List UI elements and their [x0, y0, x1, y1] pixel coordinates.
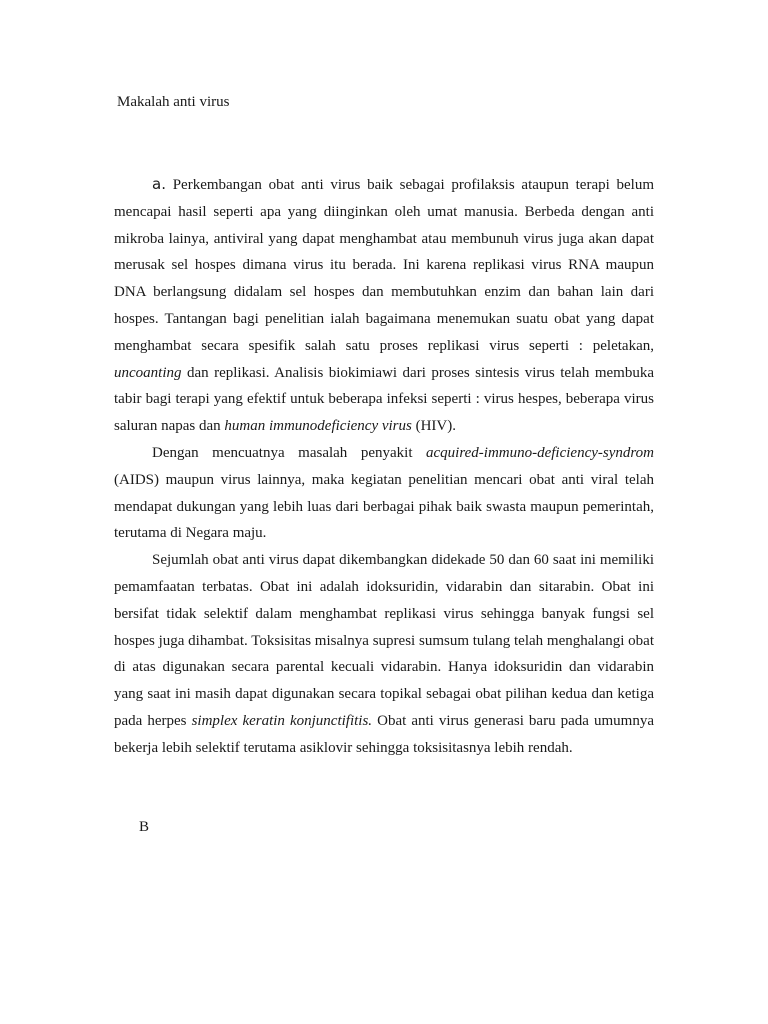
paragraph-3-italic-herpes: simplex keratin konjunctifitis. — [191, 712, 373, 729]
document-body — [114, 171, 654, 762]
paragraph-3 — [114, 547, 654, 761]
paragraph-2-italic-aids: acquired-immuno-deficiency-syndrom — [426, 444, 654, 461]
paragraph-2-text-2: (AIDS) maupun virus lainnya, maka kegiatan penelitian mencari obat anti viral telah mendapat dukungan yang lebih luas dari berbagai pihak baik swasta maupun pemerintah, terutama di Negara maju. — [114, 471, 654, 542]
paragraph-1-text-1: Perkembangan obat anti virus baik sebagai profilaksis ataupun terapi belum mencapai hasil seperti apa yang diinginkan oleh umat manusia. Berbeda dengan anti mikroba lainya, antiviral yang dapat menghambat atau membunuh virus juga akan dapat merusak sel hospes dimana virus itu berada. Ini karena replikasi virus RNA maupun DNA berlangsung didalam sel hospes dan membutuhkan enzim dan bahan lain dari hospes. Tantangan bagi penelitian ialah bagaimana menemukan suatu obat yang dapat menghambat secara spesifik salah satu proses replikasi virus seperti : peletakan, — [114, 177, 654, 354]
paragraph-2 — [114, 440, 654, 547]
list-marker-a: a. — [152, 175, 166, 193]
paragraph-1 — [114, 171, 654, 440]
paragraph-1-text-3: (HIV). — [411, 418, 457, 435]
paragraph-1-italic-hiv: human immunodeficiency virus — [224, 418, 412, 435]
section-heading-b: B — [139, 819, 150, 835]
paragraph-1-text-2: dan replikasi. Analisis biokimiawi dari proses sintesis virus telah membuka tabir bagi terapi yang efektif untuk beberapa infeksi seperti : virus hespes, beberapa virus saluran napas dan — [114, 364, 654, 435]
paragraph-3-text-2: Obat anti virus generasi baru pada umumnya bekerja lebih selektif terutama asiklovir sehingga toksisitasnya lebih rendah. — [114, 712, 654, 756]
paragraph-3-text-1: Sejumlah obat anti virus dapat dikembangkan didekade 50 dan 60 saat ini memiliki pemamfaatan terbatas. Obat ini adalah idoksuridin, vidarabin dan sitarabin. Obat ini bersifat tidak selektif dalam menghambat replikasi virus sehingga banyak fungsi sel hospes juga dihambat. Toksisitas misalnya supresi sumsum tulang telah menghalangi obat di atas digunakan secara parental kecuali vidarabin. Hanya idoksuridin dan vidarabin yang saat ini masih dapat digunakan secara topikal sebagai obat pilihan kedua dan ketiga pada herpes — [114, 552, 654, 729]
paragraph-2-text-1: Dengan mencuatnya masalah penyakit — [152, 444, 427, 461]
paragraph-1-italic-uncoanting: uncoanting — [114, 364, 182, 381]
document-title: Makalah anti virus — [117, 94, 230, 110]
